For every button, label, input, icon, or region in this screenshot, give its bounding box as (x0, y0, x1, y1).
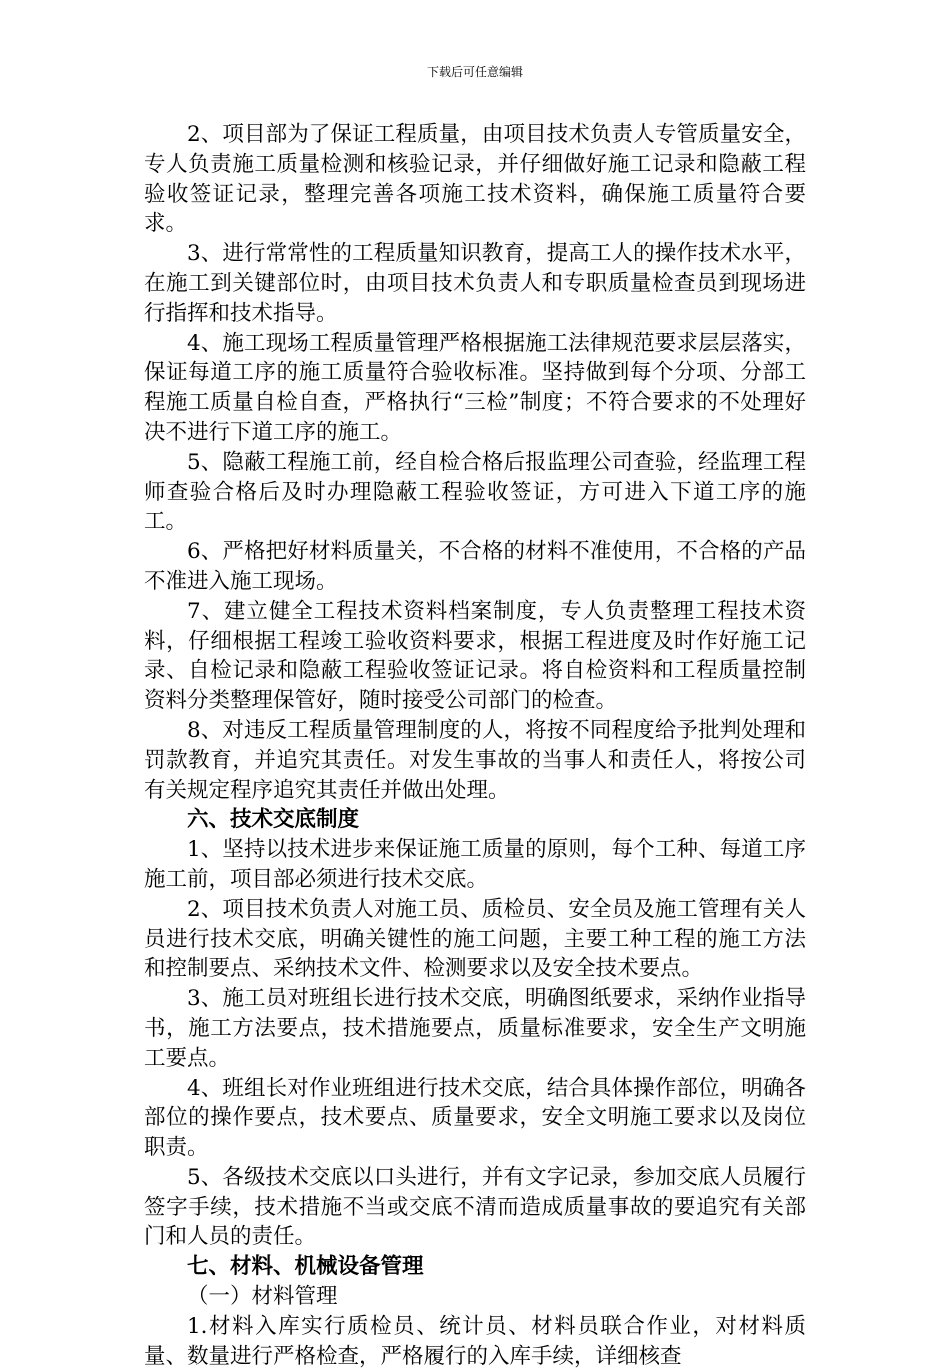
paragraph-quality-6: 6、严格把好材料质量关，不合格的材料不准使用，不合格的产品不准进入施工现场。 (144, 539, 806, 594)
paragraph-quality-4: 4、施工现场工程质量管理严格根据施工法律规范要求层层落实，保证每道工序的施工质量符合验收标准。坚持做到每个分项、分部工程施工质量自检自查，严格执行“三检”制度；不符合要求的不处理好决不进行下道工序的施工。 (144, 330, 806, 445)
paragraph-quality-5: 5、隐蔽工程施工前，经自检合格后报监理公司查验，经监理工程师查验合格后及时办理隐蔽工程验收签证，方可进入下道工序的施工。 (144, 449, 806, 535)
paragraph-tech-4: 4、班组长对作业班组进行技术交底，结合具体操作部位，明确各部位的操作要点，技术要点、质量要求，安全文明施工要求以及岗位职责。 (144, 1075, 806, 1161)
document-body (144, 120, 806, 1371)
section-heading-6: 六、技术交底制度 (187, 807, 360, 833)
paragraph-quality-7: 7、建立健全工程技术资料档案制度，专人负责整理工程技术资料，仔细根据工程竣工验收资料要求，根据工程进度及时作好施工记录、自检记录和隐蔽工程验收签证记录。将自检资料和工程质量控制资料分类整理保管好，随时接受公司部门的检查。 (144, 598, 806, 714)
paragraph-quality-2: 2、项目部为了保证工程质量，由项目技术负责人专管质量安全，专人负责施工质量检测和核验记录，并仔细做好施工记录和隐蔽工程验收签证记录，整理完善各项施工技术资料，确保施工质量符合要求。 (144, 122, 806, 237)
paragraph-materials-1: 1.材料入库实行质检员、统计员、材料员联合作业，对材料质量、数量进行严格检查，严格履行的入库手续，详细核查 (144, 1313, 806, 1369)
paragraph-tech-1: 1、坚持以技术进步来保证施工质量的原则，每个工种、每道工序施工前，项目部必须进行技术交底。 (144, 837, 806, 892)
paragraph-tech-2: 2、项目技术负责人对施工员、质检员、安全员及施工管理有关人员进行技术交底，明确关键性的施工问题，主要工种工程的施工方法和控制要点、采纳技术文件、检测要求以及安全技术要点。 (144, 896, 806, 982)
paragraph-tech-5: 5、各级技术交底以口头进行，并有文字记录，参加交底人员履行签字手续，技术措施不当或交底不清而造成质量事故的要追究有关部门和人员的责任。 (144, 1164, 806, 1250)
paragraph-quality-8: 8、对违反工程质量管理制度的人，将按不同程度给予批判处理和罚款教育，并追究其责任。对发生事故的当事人和责任人，将按公司有关规定程序追究其责任并做出处理。 (144, 717, 806, 803)
paragraph-quality-3: 3、进行常常性的工程质量知识教育，提高工人的操作技术水平，在施工到关键部位时，由项目技术负责人和专职质量检查员到现场进行指挥和技术指导。 (144, 241, 806, 326)
paragraph-tech-3: 3、施工员对班组长进行技术交底，明确图纸要求，采纳作业指导书，施工方法要点，技术措施要点，质量标准要求，安全生产文明施工要点。 (144, 986, 806, 1071)
subsection-heading-materials: （一）材料管理 (187, 1284, 338, 1310)
section-heading-7: 七、材料、机械设备管理 (187, 1254, 424, 1280)
page-header: 下载后可任意编辑 (426, 65, 523, 79)
